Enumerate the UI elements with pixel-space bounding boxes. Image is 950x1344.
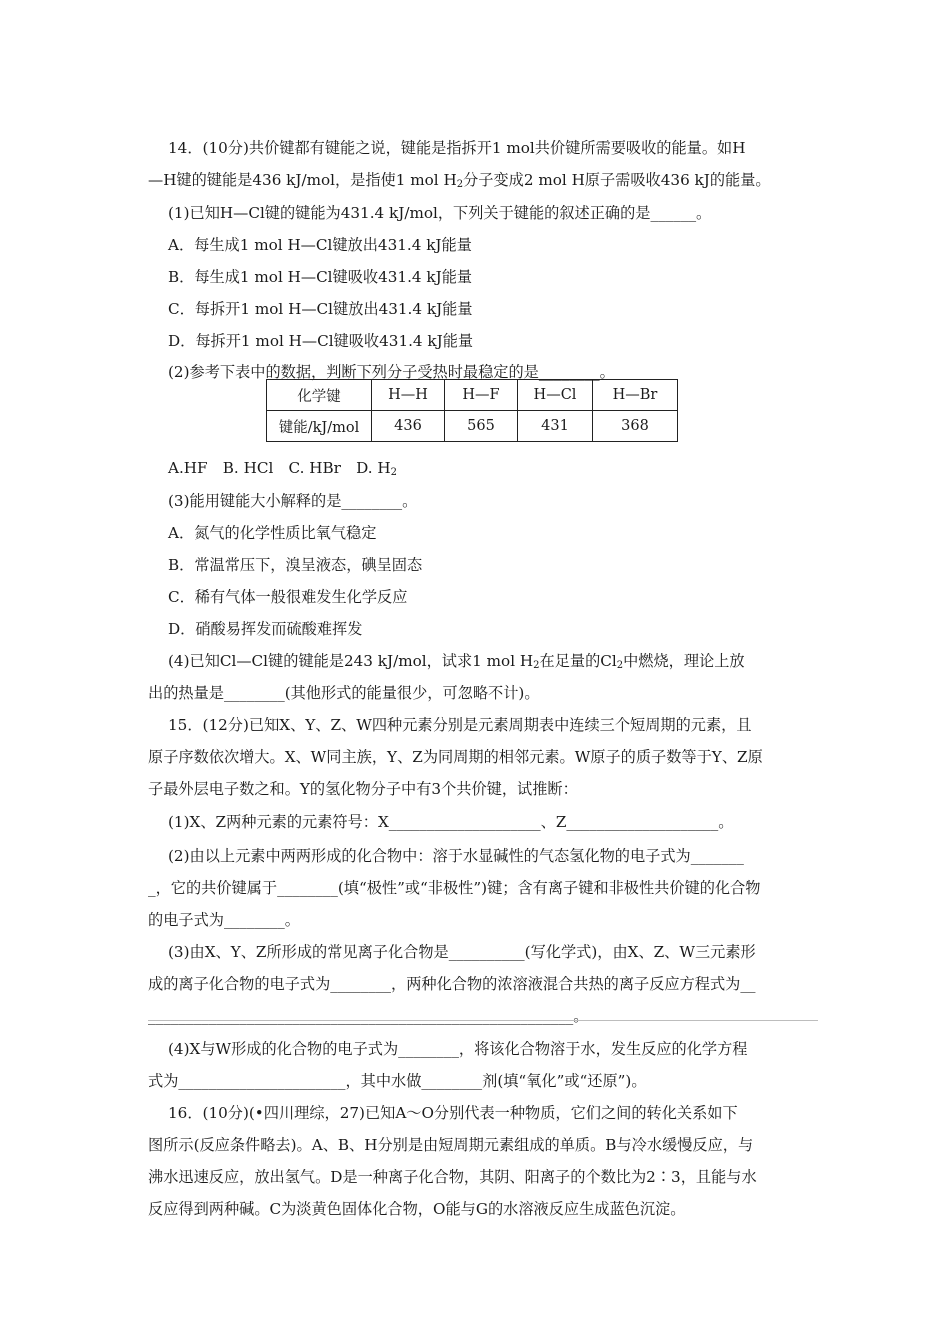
q14-part2: (2)参考下表中的数据，判断下列分子受热时最稳定的是________。 — [168, 363, 615, 381]
table-cell: 436 — [372, 411, 445, 442]
q15-part4-line2: 式为______________________，其中水做________剂(填“氧化”或“还原”)。 — [148, 1072, 647, 1090]
bond-energy-table — [266, 379, 678, 442]
q14-part1-option-a: A．每生成1 mol H—Cl键放出431.4 kJ能量 — [168, 236, 472, 254]
q14-stem-line2: —H键的键能是436 kJ/mol，是指使1 mol $H_2$分子变成2 mol H原子需吸收436 kJ的能量。 — [148, 171, 771, 190]
q15-part2-line1: (2)由以上元素中两两形成的化合物中：溶于水显碱性的气态氢化物的电子式为_______ — [168, 847, 744, 865]
table-header-row — [267, 380, 678, 411]
table-cell: 431 — [518, 411, 593, 442]
table-header-cell: 化学键 — [267, 380, 372, 411]
table-cell: 368 — [593, 411, 678, 442]
q14-part3-option-b: B．常温常压下，溴呈液态，碘呈固态 — [168, 556, 423, 574]
q15-part3-line1: (3)由X、Y、Z所形成的常见离子化合物是__________(写化学式)，由X、Z、W三元素形 — [168, 943, 756, 961]
q15-part1: (1)X、Z两种元素的元素符号：X____________________、Z____________________。 — [168, 813, 734, 831]
table-header-cell: H—H — [372, 380, 445, 411]
q14-part2-options: A.HF B. HCl C. HBr D. $H_2$ — [168, 459, 397, 478]
q16-stem-line2: 图所示(反应条件略去)。A、B、H分别是由短周期元素组成的单质。B与冷水缓慢反应，与 — [148, 1136, 754, 1154]
q14-part3-option-a: A．氮气的化学性质比氧气稳定 — [168, 524, 377, 542]
q14-part4-line2: 出的热量是________(其他形式的能量很少，可忽略不计)。 — [148, 684, 540, 702]
q14-part3: (3)能用键能大小解释的是________。 — [168, 492, 418, 510]
table-header-cell: H—Br — [593, 380, 678, 411]
q15-part4-line1: (4)X与W形成的化合物的电子式为________，将该化合物溶于水，发生反应的化学方程 — [168, 1040, 748, 1058]
q15-stem-line1: 15．(12分)已知X、Y、Z、W四种元素分别是元素周期表中连续三个短周期的元素，且 — [168, 716, 752, 734]
q15-stem-line2: 原子序数依次增大。X、W同主族，Y、Z为同周期的相邻元素。W原子的质子数等于Y、Z原 — [148, 748, 763, 766]
q15-part3-line2: 成的离子化合物的电子式为________，两种化合物的浓溶液混合共热的离子反应方程式为__ — [148, 975, 756, 993]
q14-part3-option-c: C．稀有气体一般很难发生化学反应 — [168, 588, 408, 606]
q16-stem-line1: 16．(10分)(•四川理综，27)已知A～O分别代表一种物质，它们之间的转化关系如下 — [168, 1104, 738, 1122]
q14-part1-option-d: D．每拆开1 mol H—Cl键吸收431.4 kJ能量 — [168, 332, 474, 350]
q15-part2-line3: 的电子式为________。 — [148, 911, 300, 929]
table-cell: 键能/kJ/mol — [267, 411, 372, 442]
q14-part3-option-d: D．硝酸易挥发而硫酸难挥发 — [168, 620, 363, 638]
table-header-cell: H—Cl — [518, 380, 593, 411]
q16-stem-line4: 反应得到两种碱。C为淡黄色固体化合物，O能与G的水溶液反应生成蓝色沉淀。 — [148, 1200, 686, 1218]
q14-part4-line1: (4)已知Cl—Cl键的键能是243 kJ/mol，试求1 mol $H_2$在足量的$Cl_2$中燃烧，理论上放 — [168, 652, 745, 671]
table-header-cell: H—F — [445, 380, 518, 411]
q14-part1-option-b: B．每生成1 mol H—Cl键吸收431.4 kJ能量 — [168, 268, 473, 286]
divider-line — [148, 1020, 818, 1021]
q15-part2-line2: _，它的共价键属于________(填“极性”或“非极性”)键；含有离子键和非极性共价键的化合物 — [148, 879, 761, 897]
q14-stem-line1: 14．(10分)共价键都有键能之说，键能是指拆开1 mol共价键所需要吸收的能量。如H — [168, 139, 746, 157]
table-cell: 565 — [445, 411, 518, 442]
q15-stem-line3: 子最外层电子数之和。Y的氢化物分子中有3个共价键，试推断： — [148, 780, 578, 798]
table-row — [267, 411, 678, 442]
q16-stem-line3: 沸水迅速反应，放出氢气。D是一种离子化合物，其阴、阳离子的个数比为2∶3，且能与水 — [148, 1168, 757, 1186]
q15-part3-line3: ________________________________________________________。 — [148, 1007, 589, 1025]
q14-part1: (1)已知H—Cl键的键能为431.4 kJ/mol，下列关于键能的叙述正确的是______。 — [168, 204, 712, 222]
q14-part1-option-c: C．每拆开1 mol H—Cl键放出431.4 kJ能量 — [168, 300, 473, 318]
